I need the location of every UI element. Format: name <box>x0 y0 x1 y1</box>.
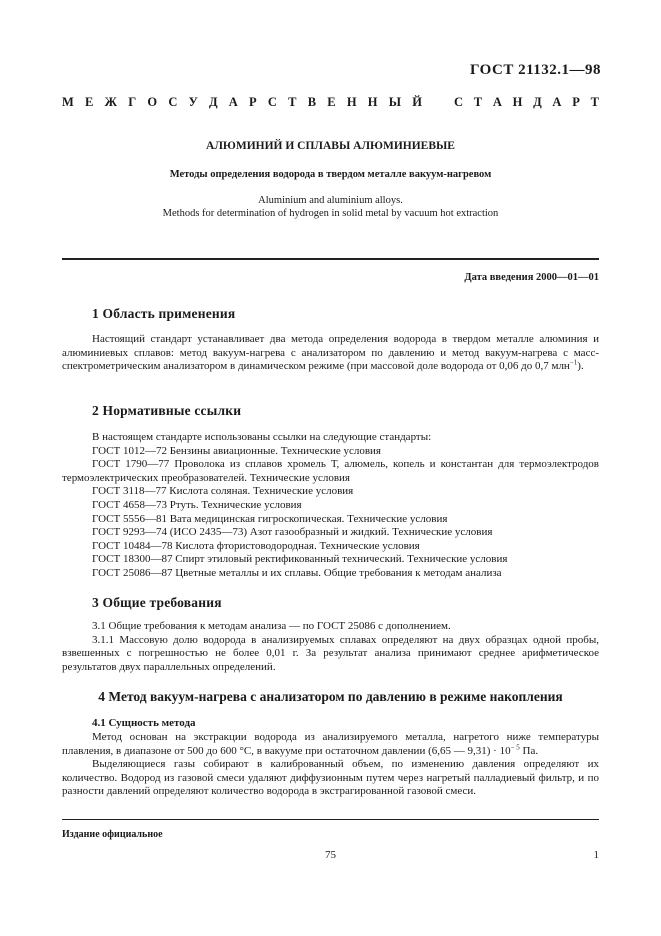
page-number: 75 <box>325 849 336 861</box>
clause-3-1: 3.1 Общие требования к методам анализа — по ГОСТ 25086 с дополнением. <box>92 620 451 632</box>
reference-item: ГОСТ 25086—87 Цветные металлы и их сплавы. Общие требования к методам анализа <box>92 566 502 579</box>
section-4-text <box>62 731 599 799</box>
edition-label: Издание официальное <box>62 829 163 840</box>
reference-item: ГОСТ 1790—77 Проволока из сплавов хромель Т, алюмель, копель и константан для термоэлектродов термоэлектрических преобразователей. Технические условия <box>62 458 599 484</box>
reference-item: ГОСТ 1012—72 Бензины авиационные. Технические условия <box>92 444 381 457</box>
section-1-text-superscript: −1 <box>569 358 578 367</box>
section-2-heading: 2 Нормативные ссылки <box>92 403 242 418</box>
banner-word-standard: С Т А Н Д А Р Т <box>454 95 599 109</box>
document-number: ГОСТ 21132.1—98 <box>469 62 601 78</box>
sheet-number: 1 <box>593 849 599 861</box>
section-1-text <box>62 333 599 374</box>
interstate-standard-banner <box>62 95 599 110</box>
section-4-p1-superscript: − 5 <box>510 742 520 751</box>
section-4-heading: 4 Метод вакуум-нагрева с анализатором по давлению в режиме накопления <box>98 689 563 704</box>
footer-divider <box>62 819 599 820</box>
reference-item: ГОСТ 5556—81 Вата медицинская гигроскопическая. Технические условия <box>92 512 448 525</box>
section-1-text-main: Настоящий стандарт устанавливает два метода определения водорода в твердом металле алюминия и алюминиевых сплавов: метод вакуум-нагрева с анализатором по давлению и метод вакуум-нагрева с масс-спектрометрическим анализатором в динамическом режиме (при массовой доле водорода от 0,06 до 0,7 млн <box>62 333 599 373</box>
section-3-text <box>62 620 599 674</box>
english-title-line-1: Aluminium and aluminium alloys. <box>258 195 403 206</box>
banner-word-interstate: М Е Ж Г О С У Д А Р С Т В Е Н Н Ы Й <box>62 95 422 109</box>
references-intro: В настоящем стандарте использованы ссылки на следующие стандарты: <box>92 431 432 443</box>
reference-item: ГОСТ 4658—73 Ртуть. Технические условия <box>92 498 302 511</box>
reference-item: ГОСТ 10484—78 Кислота фтористоводородная. Технические условия <box>92 539 420 552</box>
english-title-line-2: Methods for determination of hydrogen in solid metal by vacuum hot extraction <box>162 208 499 219</box>
english-title <box>0 194 661 220</box>
document-subtitle: Методы определения водорода в твердом металле вакуум-нагревом <box>169 169 492 180</box>
title-divider <box>62 258 599 260</box>
effective-date: Дата введения 2000—01—01 <box>464 272 599 283</box>
section-3-heading: 3 Общие требования <box>92 595 222 610</box>
clause-4-1-heading: 4.1 Сущность метода <box>92 717 196 729</box>
document-title: АЛЮМИНИЙ И СПЛАВЫ АЛЮМИНИЕВЫЕ <box>206 140 455 152</box>
section-4-p1-main: Метод основан на экстракции водорода из анализируемого металла, нагретого ниже температуры плавления, в диапазоне от 500 до 600 °С, в вакууме при остаточном давлении (6,65 — 9,31) · 10 <box>62 731 599 757</box>
clause-3-1-1: 3.1.1 Массовую долю водорода в анализируемых сплавах определяют на двух образцах одной пробы, взвешенных с погрешностью не более 0,01 г. За результат анализа принимают среднее арифметическое результатов двух параллельных определений. <box>62 633 599 673</box>
normative-references-list <box>62 431 599 581</box>
section-1-text-end: ). <box>577 360 584 373</box>
reference-item: ГОСТ 18300—87 Спирт этиловый ректификованный технический. Технические условия <box>92 553 508 566</box>
section-1-heading: 1 Область применения <box>92 306 236 321</box>
section-4-p1-end: Па. <box>519 744 539 757</box>
reference-item: ГОСТ 3118—77 Кислота соляная. Технические условия <box>92 485 354 498</box>
reference-item: ГОСТ 9293—74 (ИСО 2435—73) Азот газообразный и жидкий. Технические условия <box>92 526 493 539</box>
section-4-p2: Выделяющиеся газы собирают в калиброванный объем, по изменению давления определяют их количество. Водород из газовой смеси удаляют диффузионным путем через нагретый палладиевый фильтр, и по разности давлений определяют количество водорода в экстрагированной газовой смеси. <box>62 758 599 798</box>
